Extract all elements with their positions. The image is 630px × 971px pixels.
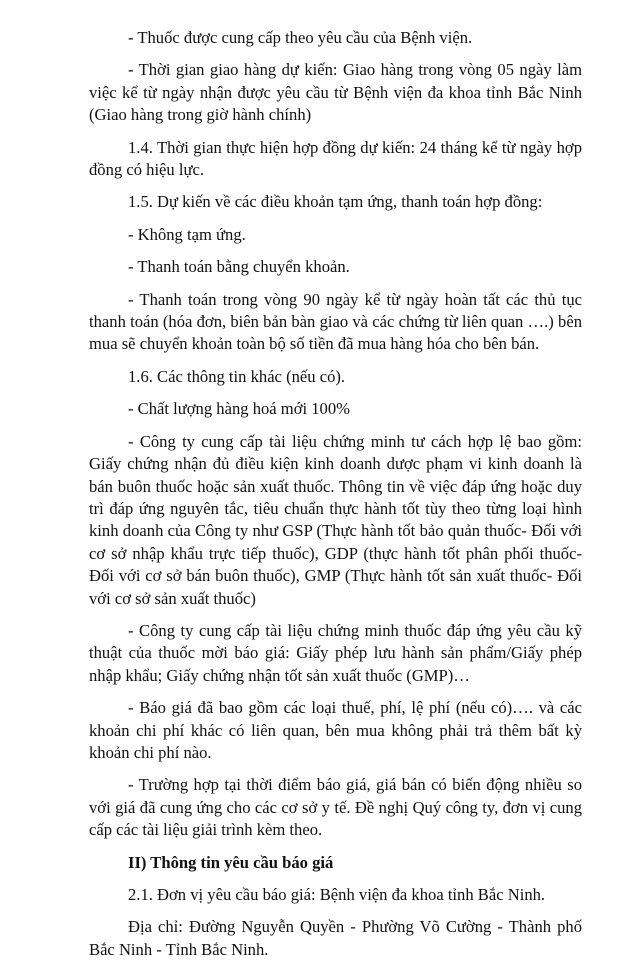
document-page [89, 27, 582, 971]
paragraph-delivery-time: - Thời gian giao hàng dự kiến: Giao hàng trong vòng 05 ngày làm việc kể từ ngày nhận được yêu cầu từ Bệnh viện đa khoa tỉnh Bắc Ninh (Giao hàng trong giờ hành chính) [89, 60, 582, 125]
section-2-heading: II) Thông tin yêu cầu báo giá [128, 852, 334, 872]
paragraph-no-advance: - Không tạm ứng. [128, 224, 246, 244]
paragraph-section-1-4: 1.4. Thời gian thực hiện hợp đồng dự kiến: 24 tháng kể từ ngày hợp đồng có hiệu lực. [89, 137, 582, 180]
paragraph-company-documents: - Công ty cung cấp tài liệu chứng minh tư cách hợp lệ bao gồm: Giấy chứng nhận đủ điều kiện kinh doanh dược phạm vi kinh doanh là bán buôn thuốc hoặc sản xuất thuốc. Thông tin về việc đáp ứng hoặc duy trì đáp ứng nguyên tắc, tiêu chuẩn thực hành tốt tùy theo từng loại hình kinh doanh của Công ty như GSP (Thực hành tốt bảo quản thuốc- Đối với cơ sở nhập khẩu trực tiếp thuốc), GDP (thực hành tốt phân phối thuốc- Đối với cơ sở bán buôn thuốc), GMP (Thực hành tốt sản xuất thuốc- Đối với cơ sở sản xuất thuốc) [89, 431, 582, 608]
paragraph-price-fluctuation: - Trường hợp tại thời điểm báo giá, giá bán có biến động nhiều so với giá đã cung ứng cho các cơ sở y tế. Đề nghị Quý công ty, đơn vị cung cấp các tài liệu giải trình kèm theo. [89, 775, 582, 840]
paragraph-delivery-on-request: - Thuốc được cung cấp theo yêu cầu của Bệnh viện. [128, 28, 473, 47]
paragraph-bank-transfer: - Thanh toán bằng chuyển khoản. [128, 257, 350, 277]
paragraph-price-inclusive: - Báo giá đã bao gồm các loại thuế, phí, lệ phí (nếu có)…. và các khoản chi phí khác có liên quan, bên mua không phải trả thêm bất kỳ khoản chi phí nào. [89, 698, 582, 762]
paragraph-section-1-6: 1.6. Các thông tin khác (nếu có). [128, 366, 346, 386]
paragraph-drug-technical-documents: - Công ty cung cấp tài liệu chứng minh thuốc đáp ứng yêu cầu kỹ thuật của thuốc mời báo giá: Giấy phép lưu hành sản phẩm/Giấy phép nhập khẩu; Giấy chứng nhận tốt sản xuất thuốc (GMP)… [89, 620, 582, 685]
paragraph-section-1-5: 1.5. Dự kiến về các điều khoản tạm ứng, thanh toán hợp đồng: [128, 192, 543, 212]
paragraph-address: Địa chỉ: Đường Nguyễn Quyền - Phường Võ Cường - Thành phố Bắc Ninh - Tỉnh Bắc Ninh. [89, 917, 582, 959]
paragraph-requesting-unit: 2.1. Đơn vị yêu cầu báo giá: Bệnh viện đa khoa tỉnh Bắc Ninh. [128, 885, 546, 904]
paragraph-quality: - Chất lượng hàng hoá mới 100% [128, 399, 350, 419]
paragraph-payment-terms: - Thanh toán trong vòng 90 ngày kể từ ngày hoàn tất các thủ tục thanh toán (hóa đơn, biên bản bàn giao và các chứng từ liên quan ….) bên mua sẽ chuyển khoản toàn bộ số tiền đã mua hàng hóa cho bên bán. [89, 289, 582, 354]
